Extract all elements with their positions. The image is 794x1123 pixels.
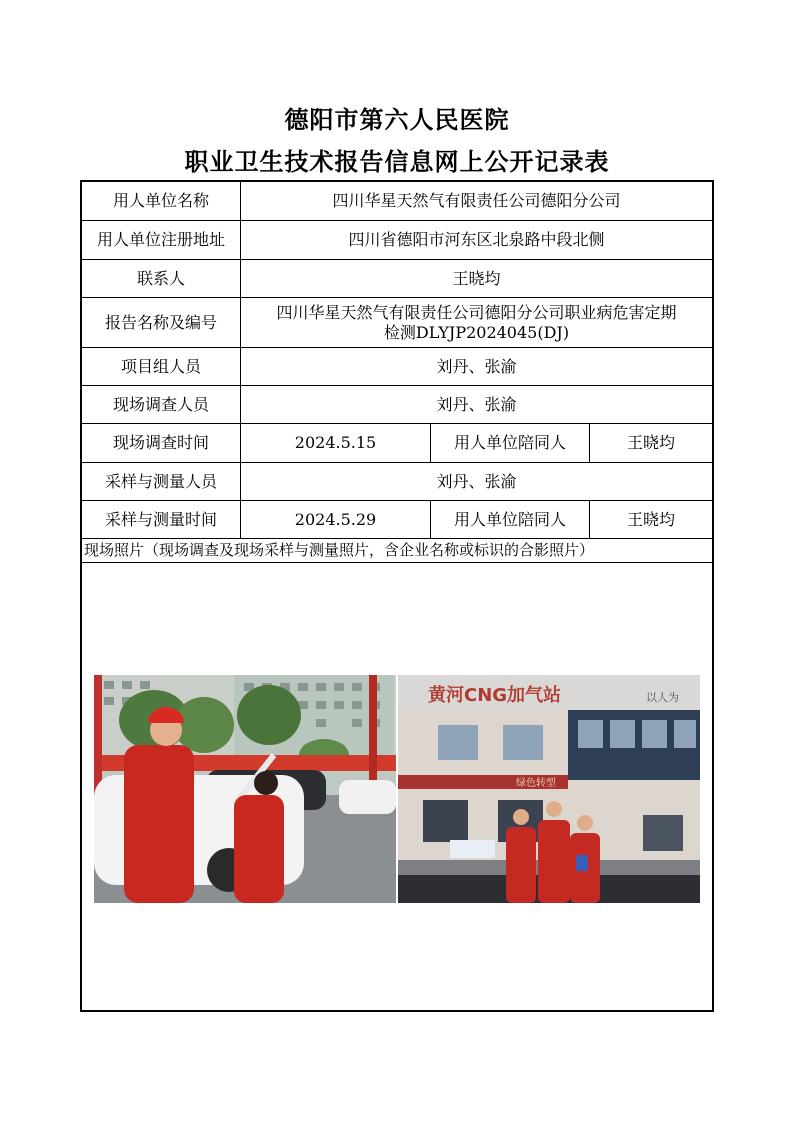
site-photo-sampling [94, 675, 396, 903]
station-sign-right: 以人为 [646, 691, 679, 704]
row-employer-name [82, 182, 712, 221]
site-photo-group [398, 675, 700, 903]
report-value-line2: 检测DLYJP2024045(DJ) [383, 322, 570, 342]
sampling-time-value: 2024.5.29 [241, 501, 431, 538]
survey-time-label: 现场调查时间 [82, 424, 241, 462]
survey-time-value: 2024.5.15 [241, 424, 431, 462]
sampling-time-label: 采样与测量时间 [82, 501, 241, 538]
row-registered-address [82, 221, 712, 260]
report-label: 报告名称及编号 [82, 298, 241, 347]
row-survey-staff [82, 386, 712, 424]
project-members-value: 刘丹、张渝 [436, 356, 517, 376]
survey-staff-label: 现场调查人员 [82, 386, 241, 423]
contact-label: 联系人 [82, 260, 241, 297]
report-value [241, 298, 712, 347]
sampling-staff-label: 采样与测量人员 [82, 463, 241, 500]
contact-value: 王晓均 [452, 268, 501, 288]
banner-text: 绿色转型 [516, 778, 556, 789]
report-value-line1: 四川华星天然气有限责任公司德阳分公司职业病危害定期 [276, 302, 677, 322]
registered-address-value: 四川省德阳市河东区北泉路中段北侧 [348, 230, 605, 249]
record-table [80, 180, 714, 1012]
registered-address-label: 用人单位注册地址 [82, 221, 241, 259]
row-contact [82, 260, 712, 298]
project-members-label: 项目组人员 [82, 348, 241, 385]
row-project-members [82, 348, 712, 386]
photos-caption: 现场照片（现场调查及现场采样与测量照片，含企业名称或标识的合影照片） [82, 539, 712, 563]
survey-accompany-value: 王晓均 [626, 433, 675, 452]
document-title-form: 职业卫生技术报告信息网上公开记录表 [184, 147, 610, 176]
document-title-hospital: 德阳市第六人民医院 [284, 105, 510, 134]
survey-accompany-label: 用人单位陪同人 [431, 424, 590, 462]
sampling-accompany-value: 王晓均 [626, 509, 675, 529]
row-sampling-staff [82, 463, 712, 501]
row-report [82, 298, 712, 348]
sampling-accompany-label: 用人单位陪同人 [431, 501, 590, 538]
employer-name-label: 用人单位名称 [82, 182, 241, 220]
survey-staff-value: 刘丹、张渝 [436, 394, 517, 414]
row-survey-time [82, 424, 712, 463]
employer-name-value: 四川华星天然气有限责任公司德阳分公司 [332, 191, 621, 210]
row-sampling-time [82, 501, 712, 539]
station-sign-text: 黄河CNG加气站 [428, 685, 562, 706]
sampling-staff-value: 刘丹、张渝 [436, 471, 517, 491]
